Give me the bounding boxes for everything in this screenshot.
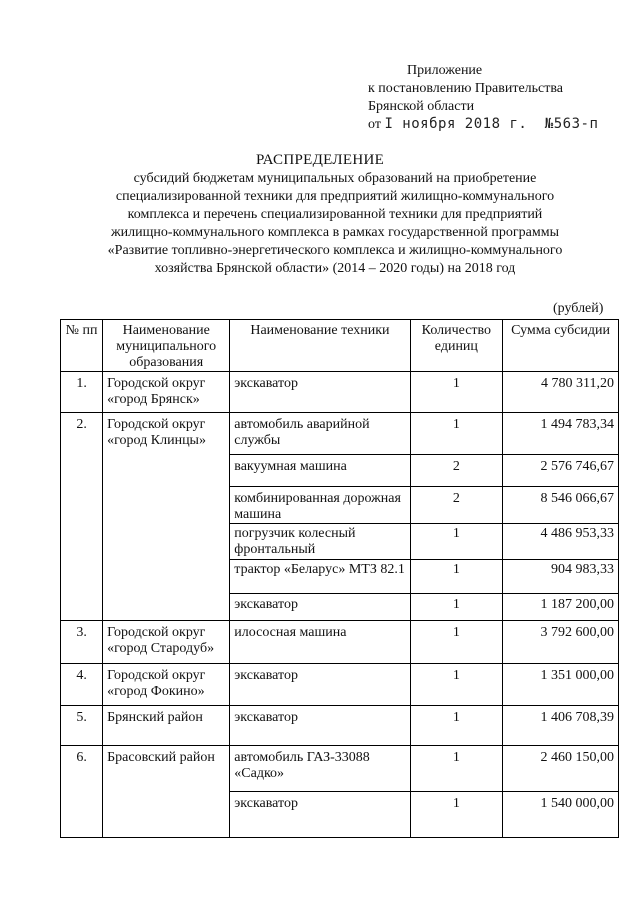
document-title: РАСПРЕДЕЛЕНИЕ [255, 152, 385, 168]
row-num: 2. [61, 413, 103, 621]
table-header-row [61, 320, 619, 372]
row-equipment: экскаватор [230, 706, 410, 746]
row-quantity: 1 [410, 706, 503, 746]
row-equipment: трактор «Беларус» МТЗ 82.1 [230, 560, 410, 594]
decree-date: I ноября 2018 г. [384, 116, 528, 132]
row-quantity: 1 [410, 413, 503, 455]
row-quantity: 2 [410, 455, 503, 487]
decree-number: №563-п [544, 116, 599, 132]
row-equipment: автомобиль ГАЗ-33088 «Садко» [230, 746, 410, 792]
row-municipality: Городской округ «город Клинцы» [103, 413, 230, 621]
row-municipality: Городской округ «город Фокино» [103, 664, 230, 706]
subtitle-line: хозяйства Брянской области» (2014 – 2020 годы) на 2018 год [154, 261, 516, 276]
row-num: 3. [61, 621, 103, 664]
table-row [61, 372, 619, 413]
row-quantity: 1 [410, 746, 503, 792]
row-quantity: 1 [410, 792, 503, 838]
row-quantity: 1 [410, 524, 503, 560]
row-municipality: Городской округ «город Стародуб» [103, 621, 230, 664]
subtitle-line: субсидий бюджетам муниципальных образований на приобретение [133, 171, 537, 186]
row-quantity: 1 [410, 372, 503, 413]
row-amount: 1 540 000,00 [503, 792, 619, 838]
row-equipment: илососная машина [230, 621, 410, 664]
row-quantity: 1 [410, 560, 503, 594]
table-row [61, 706, 619, 746]
row-num: 6. [61, 746, 103, 838]
distribution-table [60, 319, 619, 838]
subtitle-line: «Развитие топливно-энергетического комплекса и жилищно-коммунального [107, 243, 563, 258]
row-amount: 3 792 600,00 [503, 621, 619, 664]
annex-line-date [368, 116, 598, 133]
header-num: № пп [61, 320, 103, 372]
table-row [61, 621, 619, 664]
row-quantity: 2 [410, 487, 503, 524]
row-amount: 8 546 066,67 [503, 487, 619, 524]
row-amount: 4 780 311,20 [503, 372, 619, 413]
row-equipment: экскаватор [230, 372, 410, 413]
annex-title: Приложение [407, 63, 483, 78]
annex-line-region: Брянской области [368, 99, 475, 114]
subtitle-line: комплекса и перечень специализированной техники для предприятий [127, 207, 543, 222]
row-amount: 2 460 150,00 [503, 746, 619, 792]
row-amount: 1 494 783,34 [503, 413, 619, 455]
row-municipality: Городской округ «город Брянск» [103, 372, 230, 413]
subtitle-line: жилищно-коммунального комплекса в рамках государственной программы [111, 225, 559, 240]
row-quantity: 1 [410, 594, 503, 621]
date-prefix: от [368, 117, 381, 132]
header-municipality: Наименование муниципального образования [103, 320, 230, 372]
document-subtitle [40, 170, 630, 278]
annex-line-decree: к постановлению Правительства [368, 81, 564, 96]
header-amount: Сумма субсидии [503, 320, 619, 372]
row-num: 5. [61, 706, 103, 746]
row-municipality: Брасовский район [103, 746, 230, 838]
row-equipment: экскаватор [230, 594, 410, 621]
currency-unit: (рублей) [553, 301, 604, 316]
row-municipality: Брянский район [103, 706, 230, 746]
row-amount: 2 576 746,67 [503, 455, 619, 487]
row-quantity: 1 [410, 621, 503, 664]
table-row [61, 664, 619, 706]
row-equipment: вакуумная машина [230, 455, 410, 487]
table-row [61, 413, 619, 455]
row-equipment: экскаватор [230, 792, 410, 838]
row-equipment: экскаватор [230, 664, 410, 706]
row-equipment: погрузчик колесный фронтальный [230, 524, 410, 560]
row-num: 1. [61, 372, 103, 413]
row-equipment: автомобиль аварийной службы [230, 413, 410, 455]
row-amount: 1 187 200,00 [503, 594, 619, 621]
header-quantity: Количество единиц [410, 320, 503, 372]
row-equipment: комбинированная дорожная машина [230, 487, 410, 524]
row-amount: 904 983,33 [503, 560, 619, 594]
table-row [61, 746, 619, 792]
row-num: 4. [61, 664, 103, 706]
row-amount: 1 406 708,39 [503, 706, 619, 746]
header-equipment: Наименование техники [230, 320, 410, 372]
row-amount: 4 486 953,33 [503, 524, 619, 560]
subtitle-line: специализированной техники для предприятий жилищно-коммунального [115, 189, 555, 204]
row-quantity: 1 [410, 664, 503, 706]
row-amount: 1 351 000,00 [503, 664, 619, 706]
